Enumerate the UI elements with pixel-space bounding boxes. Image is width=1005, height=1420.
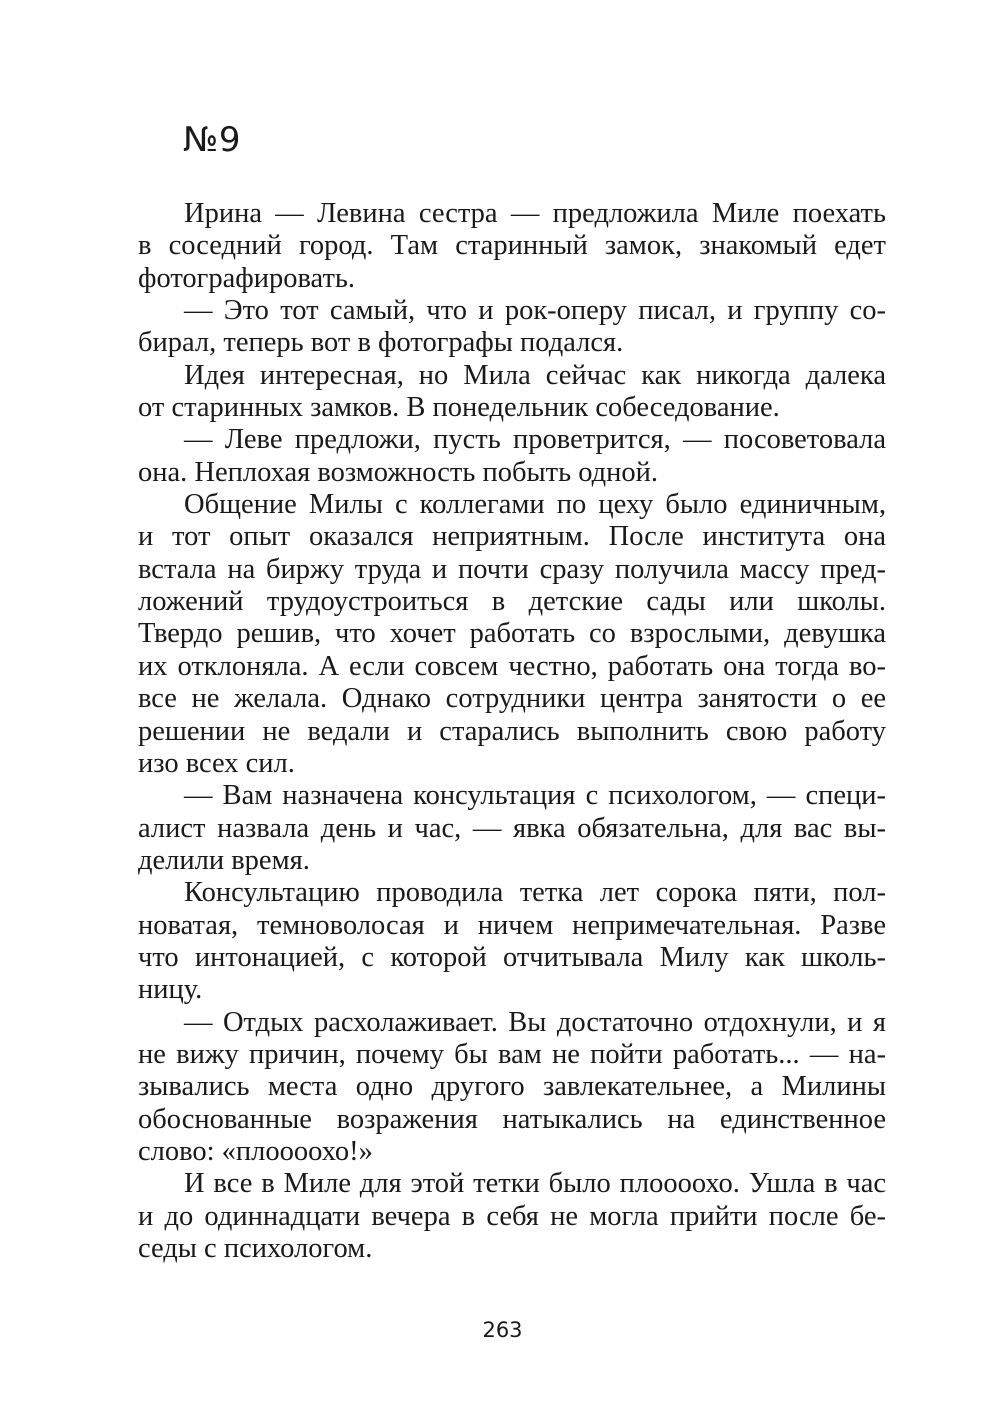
paragraph [138,1007,886,1169]
paragraph [138,780,886,877]
chapter-title: №9 [183,120,241,160]
text-line: — Вам назначена консультация с психологом, — специ- [184,780,886,812]
text-line: обоснованные возражения натыкались на единственное [138,1103,886,1135]
text-line: и до одиннадцати вечера в себя не могла прийти после бе- [138,1200,886,1232]
text-line: слово: «плоооохо!» [138,1135,373,1167]
text-line: алист назвала день и час, — явка обязательна, для вас вы- [138,812,886,844]
text-line: бирал, теперь вот в фотографы подался. [138,327,624,359]
text-line: делили время. [138,844,310,876]
text-line: и тот опыт оказался неприятным. После института она [138,521,886,553]
text-body [138,198,886,1265]
text-line: она. Неплохая возможность побыть одной. [138,456,659,488]
page-number: 263 [482,1318,523,1342]
text-line: седы с психологом. [138,1233,373,1264]
paragraph [138,198,886,295]
paragraph [138,424,886,489]
text-line: Консультацию проводила тетка лет сорока пяти, пол- [184,877,886,909]
paragraph [138,877,886,1006]
text-line: — Отдых расхолаживает. Вы достаточно отдохнули, и я [184,1006,886,1038]
text-line: Ирина — Левина сестра — предложила Миле поехать [184,198,886,229]
text-line: зывались места одно другого завлекательнее, а Милины [138,1071,886,1103]
text-line: встала на биржу труда и почти сразу получила массу пред- [138,553,886,585]
text-line: решении не ведали и старались выполнить свою работу [138,715,886,747]
paragraph [138,1168,886,1265]
text-line: — Леве предложи, пусть проветрится, — посоветовала [184,424,886,456]
paragraph [138,360,886,425]
text-line: Общение Милы с коллегами по цеху было единичным, [184,489,886,521]
text-line: — Это тот самый, что и рок-оперу писал, и группу со- [184,295,886,327]
text-line: новатая, темноволосая и ничем непримечательная. Разве [138,909,886,941]
text-line: от старинных замков. В понедельник собеседование. [138,392,780,424]
text-line: ложений трудоустроиться в детские сады или школы. [138,586,886,618]
text-line: в соседний город. Там старинный замок, знакомый едет [138,230,886,262]
text-line: И все в Миле для этой тетки было плоооохо. Ушла в час [184,1168,886,1200]
text-line: фотографировать. [138,262,356,294]
text-line: Твердо решив, что хочет работать со взрослыми, девушка [138,618,886,650]
text-line: ницу. [138,974,203,1006]
text-line: Идея интересная, но Мила сейчас как никогда далека [184,359,886,391]
paragraph [138,489,886,780]
text-line: не вижу причин, почему бы вам не пойти работать... — на- [138,1038,886,1070]
text-line: их отклоняла. А если совсем честно, работать она тогда во- [138,650,886,682]
paragraph [138,295,886,360]
text-line: что интонацией, с которой отчитывала Милу как школь- [138,941,886,973]
text-line: все не желала. Однако сотрудники центра занятости о ее [138,683,886,715]
text-line: изо всех сил. [138,747,295,779]
